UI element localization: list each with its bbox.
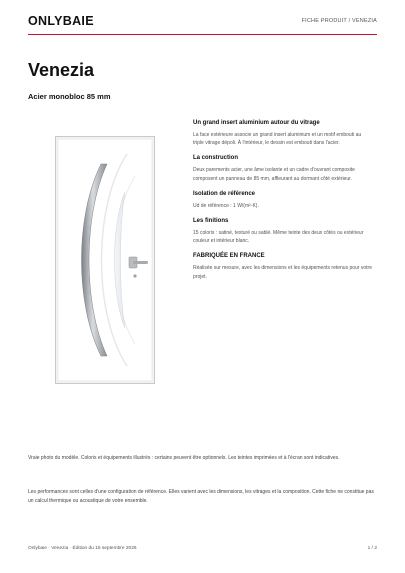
section-construction bbox=[193, 155, 373, 182]
product-description bbox=[193, 120, 373, 289]
section-text: 15 coloris : satiné, texturé ou sablé. Même teinte des deux côtés ou extérieur couleur et intérieur blanc. bbox=[193, 230, 364, 245]
door-illustration bbox=[55, 136, 155, 384]
photo-disclaimer: Vraie photo du modèle. Coloris et équipements illustrés : certains peuvent être optionnels. Les teintes imprimées et à l'écran sont indicatives. bbox=[28, 455, 340, 461]
section-title: Un grand insert aluminium autour du vitrage bbox=[193, 120, 320, 126]
door-lock bbox=[133, 274, 136, 277]
page-header bbox=[28, 14, 377, 36]
section-insert bbox=[193, 120, 373, 147]
section-finitions bbox=[193, 218, 373, 245]
brand-logo: ONLYBAIE bbox=[28, 14, 94, 28]
section-text: La face extérieure associe un grand insert aluminium et un motif embouti au triple vitrage dépoli. À l'intérieur, le dessin est embouti dans l'acier. bbox=[193, 132, 362, 147]
page-number: 1 / 2 bbox=[367, 546, 377, 551]
breadcrumb: FICHE PRODUIT / VENEZIA bbox=[301, 18, 377, 24]
door-handle-lever bbox=[133, 261, 148, 264]
page-title: Venezia bbox=[28, 60, 95, 80]
section-isolation bbox=[193, 191, 373, 210]
header-rule bbox=[28, 34, 377, 35]
section-title: Isolation de référence bbox=[193, 190, 256, 197]
section-text: Ud de référence : 1 W/(m²·K). bbox=[193, 202, 259, 209]
section-title: La construction bbox=[193, 155, 239, 162]
section-text: Réalisée sur mesure, avec les dimensions et les équipements retenus pour votre projet. bbox=[193, 265, 372, 280]
section-text: Deux parements acier, une âme isolante et un cadre d'ouvrant composite composent un panneau de 85 mm, affleurant au dormant côté extérieur. bbox=[193, 167, 355, 182]
door-leaf bbox=[58, 139, 152, 381]
door-image bbox=[55, 136, 155, 384]
section-title: FABRIQUÉE EN FRANCE bbox=[193, 253, 265, 260]
product-subtitle: Acier monobloc 85 mm bbox=[28, 92, 111, 101]
section-title: Les finitions bbox=[193, 218, 229, 225]
footer-edition: Onlybaie · Venezia · Édition du 15 septembre 2026 bbox=[28, 546, 137, 551]
section-made-in-france bbox=[193, 253, 373, 280]
performance-disclaimer: Les performances sont celles d'une configuration de référence. Elles varient avec les dimensions, les vitrages et la composition. Cette fiche ne constitue pas un calcul thermique ou acoustique de votre ensemble. bbox=[28, 489, 374, 504]
